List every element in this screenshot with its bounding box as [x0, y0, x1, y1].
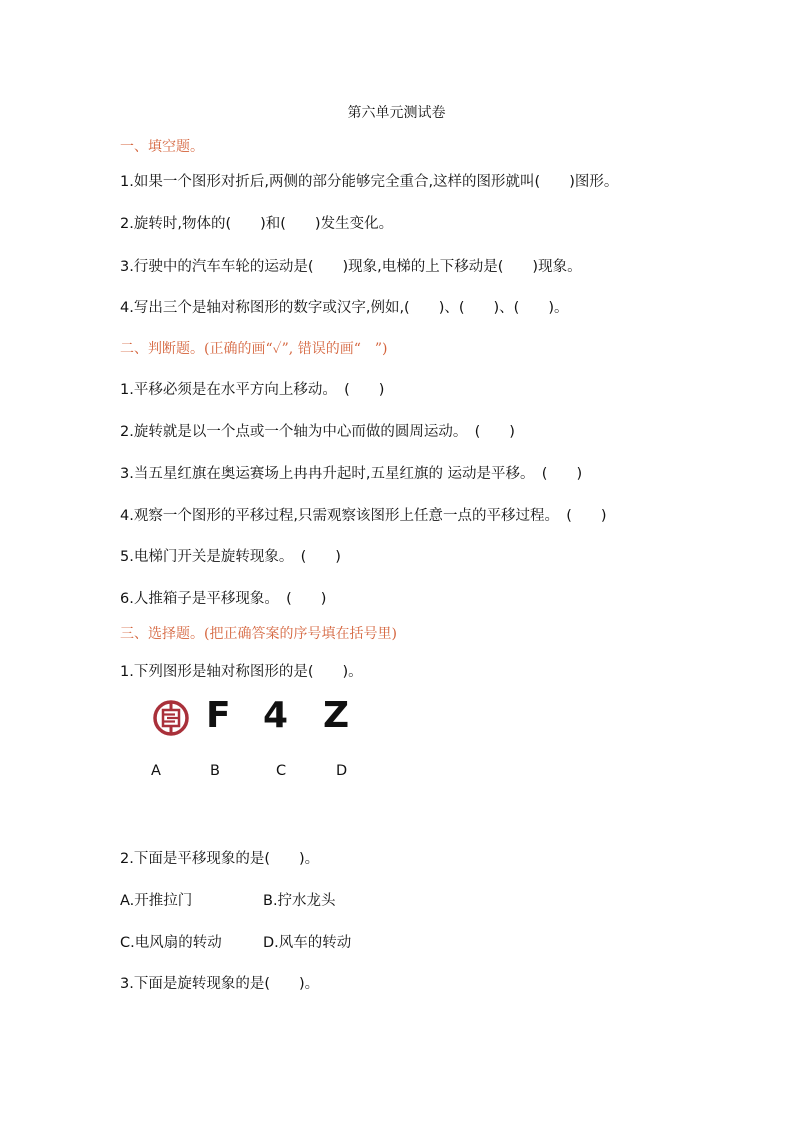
judge-question-2: 2.旋转就是以一个点或一个轴为中心而做的圆周运动。 ( ) — [120, 424, 515, 440]
option-label-a: A — [151, 763, 161, 779]
judge-question-5: 5.电梯门开关是旋转现象。 ( ) — [120, 549, 341, 565]
fill-question-1: 1.如果一个图形对折后,两侧的部分能够完全重合,这样的图形就叫( )图形。 — [120, 174, 619, 190]
option-label-b: B — [210, 763, 220, 779]
choice-question-3: 3.下面是旋转现象的是( )。 — [120, 976, 320, 992]
option-label-d: D — [336, 763, 348, 779]
q2-option-d: D.风车的转动 — [263, 935, 352, 951]
section-3-heading: 三、选择题。(把正确答案的序号填在括号里) — [120, 626, 397, 642]
judge-question-6: 6.人推箱子是平移现象。 ( ) — [120, 591, 327, 607]
section-1-heading: 一、填空题。 — [120, 139, 204, 155]
choice-question-2: 2.下面是平移现象的是( )。 — [120, 851, 320, 867]
q2-option-c: C.电风扇的转动 — [120, 935, 222, 951]
bank-logo-icon — [153, 700, 189, 736]
fill-question-3: 3.行驶中的汽车车轮的运动是( )现象,电梯的上下移动是( )现象。 — [120, 259, 582, 275]
page-title: 第六单元测试卷 — [347, 105, 446, 121]
section-2-heading: 二、判断题。(正确的画“✓”, 错误的画“ ”) — [120, 341, 388, 357]
choice-question-1: 1.下列图形是轴对称图形的是( )。 — [120, 664, 363, 680]
fill-question-2: 2.旋转时,物体的( )和( )发生变化。 — [120, 216, 394, 232]
judge-question-3: 3.当五星红旗在奥运赛场上冉冉升起时,五星红旗的 运动是平移。 ( ) — [120, 466, 583, 482]
symbol-z: Z — [323, 695, 350, 736]
option-label-c: C — [276, 763, 287, 779]
symbol-f: F — [206, 695, 231, 736]
judge-question-1: 1.平移必须是在水平方向上移动。 ( ) — [120, 382, 385, 398]
q2-option-b: B.拧水龙头 — [263, 893, 336, 909]
fill-question-4: 4.写出三个是轴对称图形的数字或汉字,例如,( )、( )、( )。 — [120, 300, 569, 316]
q2-option-a: A.开推拉门 — [120, 893, 193, 909]
symbol-4: 4 — [263, 695, 289, 736]
judge-question-4: 4.观察一个图形的平移过程,只需观察该图形上任意一点的平移过程。 ( ) — [120, 508, 607, 524]
